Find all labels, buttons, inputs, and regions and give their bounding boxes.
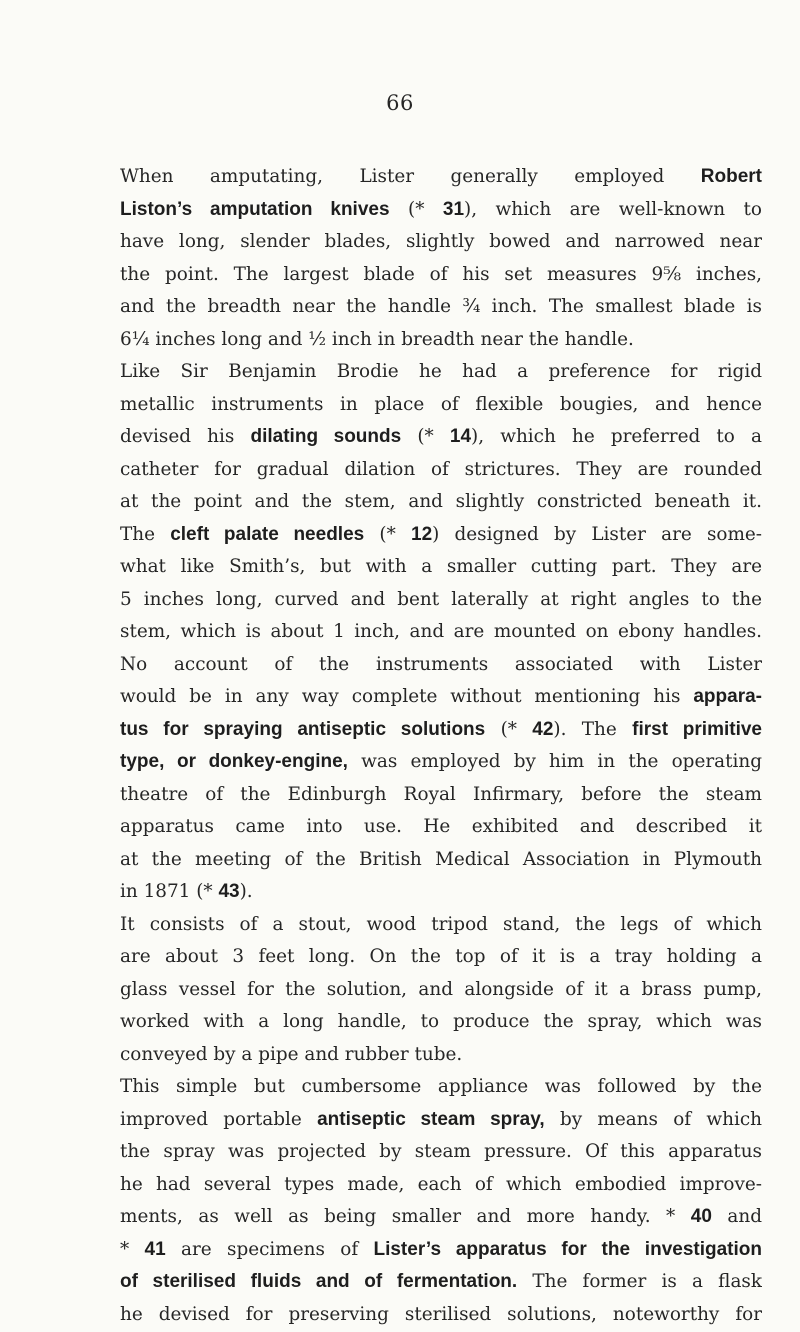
text-line <box>120 1039 762 1072</box>
text-line <box>120 844 762 877</box>
text-line <box>120 194 762 227</box>
text-segment: metallic instruments in place of flexible bougies, and hence <box>120 393 762 415</box>
bold-term: of sterilised fluids and of fermentation. <box>120 1271 518 1292</box>
text-line <box>120 584 762 617</box>
text-segment: and the breadth near the handle ¾ inch. The smallest blade is <box>120 296 762 317</box>
bold-term: tus for spraying antiseptic solutions <box>120 718 486 740</box>
text-segment: at the meeting of the British Medical Association in Plymouth <box>120 848 762 870</box>
bold-term: Robert <box>700 166 762 187</box>
bold-term: 43 <box>218 881 240 902</box>
text-segment: conveyed by a pipe and rubber tube. <box>120 1043 463 1065</box>
text-segment: (* <box>389 198 443 220</box>
bold-term: 40 <box>690 1206 712 1227</box>
bold-term: Lister’s apparatus for the investigation <box>373 1238 762 1260</box>
text-line <box>120 649 762 682</box>
text-line <box>120 1201 762 1234</box>
text-segment: improved portable <box>120 1108 318 1130</box>
text-segment: ments, as well as being smaller and more handy. * <box>120 1206 691 1227</box>
text-line <box>120 1104 762 1137</box>
text-segment: (* <box>364 523 411 545</box>
text-segment: theatre of the Edinburgh Royal Infirmary, before the steam <box>120 783 762 805</box>
text-segment: 5 inches long, curved and bent laterally at right angles to the <box>120 588 762 610</box>
text-segment: was employed by him in the operating <box>347 751 762 772</box>
text-segment: have long, slender blades, slightly bowed and narrowed near <box>120 231 762 252</box>
text-segment: apparatus came into use. He exhibited and described it <box>120 816 762 837</box>
bold-term: antiseptic steam spray, <box>317 1108 545 1130</box>
text-segment: The former is a flask <box>517 1271 762 1292</box>
body-text <box>120 161 762 1331</box>
text-line <box>120 616 762 649</box>
text-segment: This simple but cumbersome appliance was followed by the <box>120 1076 762 1097</box>
text-line <box>120 909 762 942</box>
text-line <box>120 389 762 422</box>
text-line <box>120 259 762 292</box>
text-segment: ). The <box>553 718 633 740</box>
text-segment: 6¼ inches long and ½ inch in breadth near the handle. <box>120 328 634 350</box>
bold-term: dilating sounds <box>250 426 402 447</box>
text-segment: When amputating, Lister generally employed <box>120 166 701 187</box>
text-segment: (* <box>485 718 533 740</box>
text-line <box>120 941 762 974</box>
text-segment: are about 3 feet long. On the top of it is a tray holding a <box>120 946 762 967</box>
text-segment: ), which he preferred to a <box>471 426 762 447</box>
text-line <box>120 551 762 584</box>
bold-term: first primitive <box>632 718 762 740</box>
text-line <box>120 454 762 487</box>
text-segment: by means of which <box>544 1108 762 1130</box>
bold-term: 14 <box>449 426 472 447</box>
text-line <box>120 1071 762 1104</box>
text-segment: would be in any way complete without mentioning his <box>120 686 694 707</box>
text-line <box>120 1006 762 1039</box>
page-number: 66 <box>386 91 414 115</box>
text-line <box>120 681 762 714</box>
bold-term: type, or donkey-engine, <box>120 751 348 772</box>
text-line <box>120 876 762 909</box>
text-segment: It consists of a stout, wood tripod stand, the legs of which <box>120 913 762 935</box>
text-segment: what like Smith’s, but with a smaller cutting part. They are <box>120 556 762 577</box>
bold-term: cleft palate needles <box>170 523 365 545</box>
text-segment: ), which are well-known to <box>464 198 762 220</box>
bold-term: 12 <box>411 523 433 545</box>
text-segment: at the point and the stem, and slightly constricted beneath it. <box>120 491 762 512</box>
text-segment: the spray was projected by steam pressure. Of this apparatus <box>120 1141 762 1162</box>
text-segment: catheter for gradual dilation of strictures. They are rounded <box>120 458 762 480</box>
text-segment: devised his <box>120 426 251 447</box>
text-segment: Like Sir Benjamin Brodie he had a preference for rigid <box>120 361 762 382</box>
text-line <box>120 811 762 844</box>
text-segment: in 1871 (* <box>120 881 219 902</box>
bold-term: 42 <box>532 718 554 740</box>
text-segment: stem, which is about 1 inch, and are mounted on ebony handles. <box>120 621 762 642</box>
text-segment: (* <box>401 426 450 447</box>
text-line <box>120 226 762 259</box>
text-line <box>120 714 762 747</box>
text-segment: * <box>120 1238 145 1260</box>
bold-term: 41 <box>144 1238 166 1260</box>
text-segment: he devised for preserving sterilised solutions, noteworthy for <box>120 1303 762 1325</box>
text-line <box>120 746 762 779</box>
text-line <box>120 324 762 357</box>
text-segment: worked with a long handle, to produce the spray, which was <box>120 1011 762 1032</box>
text-segment: ) designed by Lister are some- <box>432 523 762 545</box>
text-line <box>120 291 762 324</box>
text-segment: The <box>120 523 171 545</box>
text-segment: he had several types made, each of which embodied improve- <box>120 1173 762 1195</box>
text-line <box>120 486 762 519</box>
bold-term: appara- <box>693 686 762 707</box>
text-line <box>120 1299 762 1332</box>
text-segment: and <box>711 1206 762 1227</box>
text-line <box>120 1234 762 1267</box>
text-line <box>120 161 762 194</box>
text-segment: No account of the instruments associated with Lister <box>120 653 762 675</box>
text-segment: are specimens of <box>165 1238 374 1260</box>
text-segment: ). <box>239 881 253 902</box>
text-line <box>120 356 762 389</box>
bold-term: 31 <box>442 198 465 220</box>
text-line <box>120 1169 762 1202</box>
text-line <box>120 974 762 1007</box>
text-line <box>120 779 762 812</box>
text-segment: glass vessel for the solution, and alongside of it a brass pump, <box>120 978 762 1000</box>
text-line <box>120 519 762 552</box>
text-segment: the point. The largest blade of his set measures 9⅝ inches, <box>120 263 762 285</box>
text-line <box>120 1266 762 1299</box>
text-line <box>120 421 762 454</box>
text-line <box>120 1136 762 1169</box>
bold-term: Liston’s amputation knives <box>120 198 390 220</box>
